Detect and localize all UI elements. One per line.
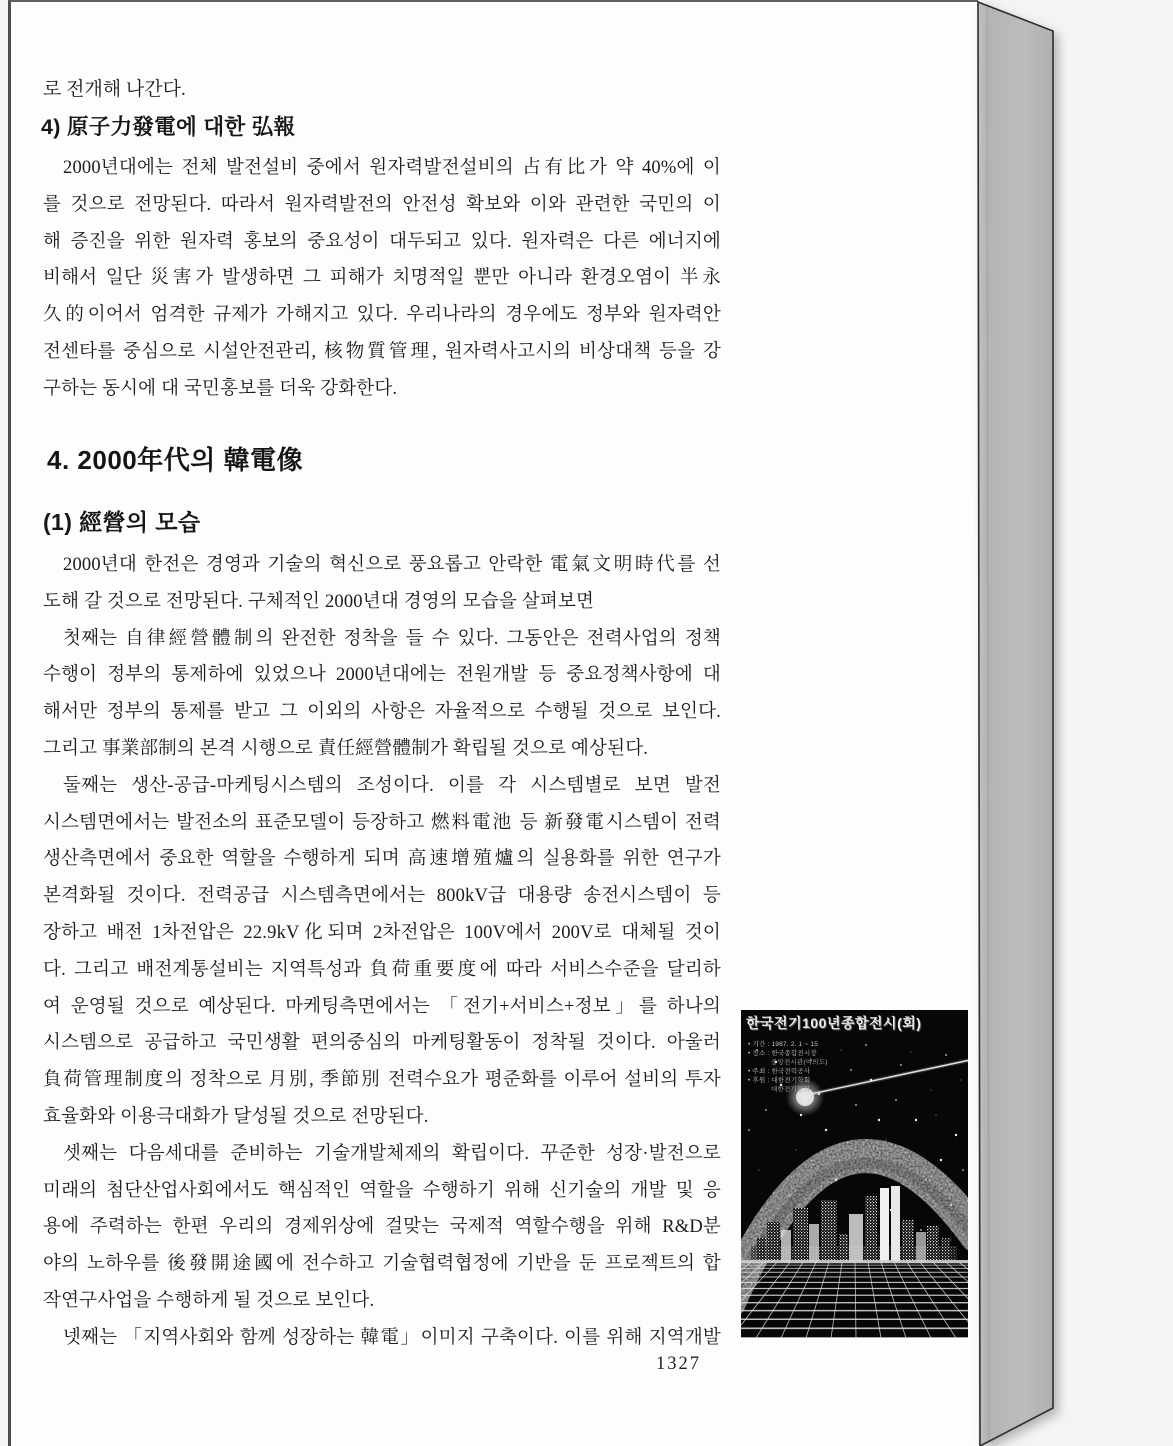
paragraph-nuclear-pr bbox=[43, 150, 721, 408]
text-line: 해 증진을 위한 원자력 홍보의 중요성이 대두되고 있다. 원자력은 다른 에너지에 bbox=[43, 231, 721, 252]
text-line: 2000년대에는 전체 발전설비 중에서 원자력발전설비의 占有比가 약 40%에 이 bbox=[63, 158, 721, 178]
poster-info-line: • 주최 : 한국전력공사 bbox=[748, 1068, 811, 1075]
subsection-heading-nuclear-pr: 4) 原子力發電에 대한 弘報 bbox=[41, 115, 296, 139]
text-line: 미래의 첨단산업사회에서도 핵심적인 역할을 수행하기 위해 신기술의 개발 및 응 bbox=[43, 1180, 721, 1201]
text-line: 용에 주력하는 한편 우리의 경제위상에 걸맞는 국제적 역할수행을 위해 R&D분 bbox=[43, 1217, 721, 1238]
text-line: 구하는 동시에 대 국민홍보를 더욱 강화한다. bbox=[43, 378, 398, 399]
scanned-page bbox=[8, 0, 978, 1446]
page-stack-side bbox=[978, 2, 1053, 1446]
poster-title: 한국전기100년종합전시(회) bbox=[746, 1015, 922, 1031]
text-line: 장하고 배전 1차전압은 22.9kV化되며 2차전압은 100V에서 200V로 대체될 것이 bbox=[43, 922, 721, 943]
poster-info-line: • 장소 : 한국종합전시장 bbox=[748, 1050, 817, 1057]
text-line: 전센타를 중심으로 시설안전관리, 核物質管理, 원자력사고시의 비상대책 등을 강 bbox=[43, 341, 721, 362]
text-line: 비해서 일단 災害가 발생하면 그 피해가 치명적일 뿐만 아니라 환경오염이 半永 bbox=[43, 268, 721, 289]
poster-info-line: • 후원 : 대한전기학회 bbox=[748, 1077, 811, 1084]
exhibition-poster-figure bbox=[741, 1010, 968, 1338]
paragraph-management-outlook bbox=[43, 547, 721, 1357]
text-line: 다. 그리고 배전계통설비는 지역특성과 負荷重要度에 따라 서비스수준을 달리하 bbox=[43, 959, 721, 980]
text-line: 그리고 事業部制의 본격 시행으로 責任經營體制가 확립될 것으로 예상된다. bbox=[43, 738, 649, 759]
poster-info-line: 중앙전시관(여의도) bbox=[771, 1059, 828, 1066]
text-line: 효율화와 이용극대화가 달성될 것으로 전망된다. bbox=[43, 1106, 429, 1127]
carryover-line: 로 전개해 나간다. bbox=[43, 79, 186, 100]
text-line: 해서만 정부의 통제를 받고 그 이외의 사항은 자율적으로 수행될 것으로 보인다. bbox=[43, 702, 721, 723]
page-stack-seam bbox=[987, 10, 989, 1440]
text-line: 첫째는 自律經營體制의 완전한 정착을 들 수 있다. 그동안은 전력사업의 정책 bbox=[63, 628, 721, 649]
text-line: 셋째는 다음세대를 준비하는 기술개발체제의 확립이다. 꾸준한 성장·발전으로 bbox=[63, 1143, 721, 1164]
text-line: 2000년대 한전은 경영과 기술의 혁신으로 풍요롭고 안락한 電氣文明時代를 선 bbox=[63, 555, 721, 575]
section-heading-2000s-kepco: 4. 2000年代의 韓電像 bbox=[47, 445, 304, 475]
text-line: 여 운영될 것으로 예상된다. 마케팅측면에서는 「전기+서비스+정보」를 하나의 bbox=[43, 996, 721, 1017]
text-line: 도해 갈 것으로 전망된다. 구체적인 2000년대 경영의 모습을 살펴보면 bbox=[43, 591, 595, 612]
text-line: 負荷管理制度의 정착으로 月別, 季節別 전력수요가 평준화를 이루어 설비의 투자 bbox=[43, 1070, 721, 1091]
text-line: 시스템면에서는 발전소의 표준모델이 등장하고 燃料電池 등 新發電시스템이 전력 bbox=[43, 812, 721, 833]
page-number: 1327 bbox=[656, 1354, 701, 1374]
text-line: 작연구사업을 수행하게 될 것으로 보인다. bbox=[43, 1290, 375, 1311]
subsection-heading-management: (1) 經營의 모습 bbox=[43, 509, 201, 535]
text-line: 를 것으로 전망된다. 따라서 원자력발전의 안전성 확보와 이와 관련한 국민의 이 bbox=[43, 194, 721, 215]
text-line: 둘째는 생산-공급-마케팅시스템의 조성이다. 이를 각 시스템별로 보면 발전 bbox=[63, 775, 721, 796]
text-line: 久的이어서 엄격한 규제가 가해지고 있다. 우리나라의 경우에도 정부와 원자력안 bbox=[43, 305, 721, 326]
text-line: 야의 노하우를 後發開途國에 전수하고 기술협력협정에 기반을 둔 프로젝트의 합 bbox=[43, 1254, 721, 1275]
text-line: 수행이 정부의 통제하에 있었으나 2000년대에는 전원개발 등 중요정책사항에 대 bbox=[43, 665, 721, 686]
text-line: 넷째는 「지역사회와 함께 성장하는 韓電」이미지 구축이다. 이를 위해 지역개발 bbox=[63, 1327, 721, 1348]
text-line: 생산측면에서 중요한 역할을 수행하게 되며 高速增殖爐의 실용화를 위한 연구가 bbox=[43, 849, 721, 870]
poster-info-block bbox=[748, 1040, 868, 1094]
poster-info-line: 대한전기협회 bbox=[771, 1086, 810, 1093]
text-line: 본격화될 것이다. 전력공급 시스템측면에서는 800kV급 대용량 송전시스템이 등 bbox=[43, 886, 721, 907]
poster-info-line: • 기간 : 1987. 2. 1 ~ 15 bbox=[748, 1041, 819, 1048]
text-line: 시스템으로 공급하고 국민생활 편의중심의 마케팅활동이 정착될 것이다. 아울러 bbox=[43, 1033, 721, 1054]
